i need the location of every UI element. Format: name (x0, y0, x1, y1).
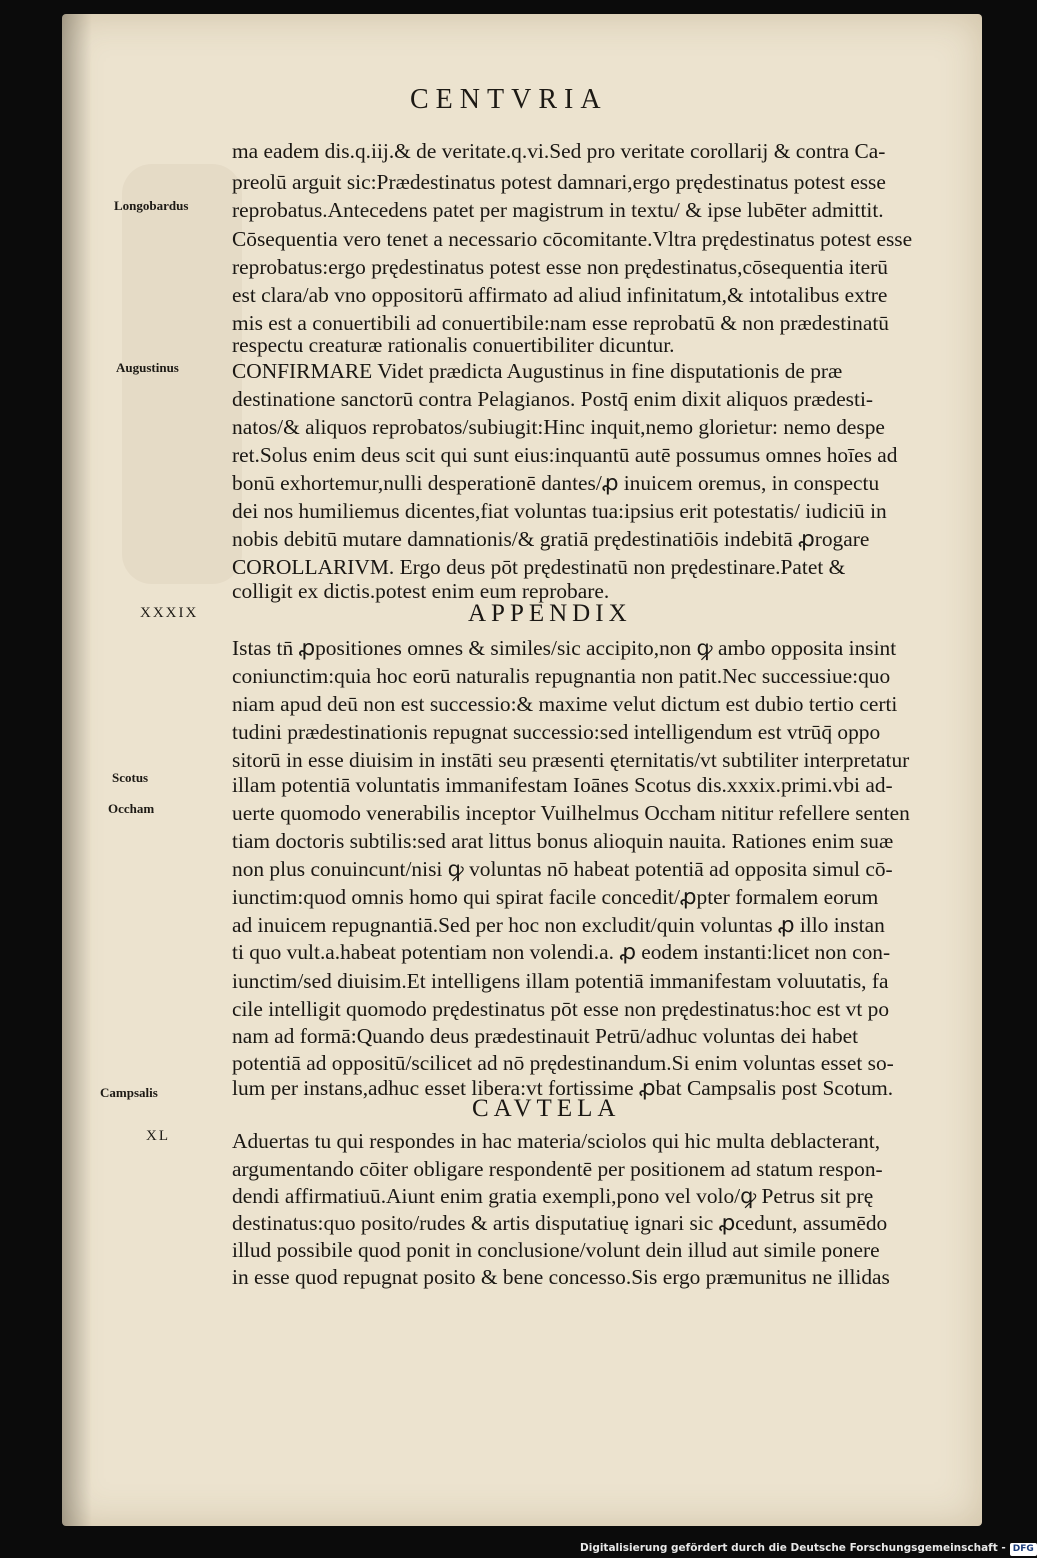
text-line: iunctim:quod omnis homo qui spirat facile concedit/ꝓpter formalem eorum (232, 885, 879, 909)
text-line: niam apud deū non est successio:& maxime velut dictum est dubio tertio certi (232, 692, 898, 716)
text-line: ti quo vult.a.habeat potentiam non volendi.a. ꝓ eodem instanti:licet non con- (232, 940, 891, 964)
text-line: mis est a conuertibili ad conuertibile:nam esse reprobatū & non prædestinatū (232, 311, 889, 335)
text-line: CONFIRMARE Videt prædicta Augustinus in fine disputationis de præ (232, 359, 843, 383)
text-line: tiam doctoris subtilis:sed arat littus bonus alioquin nauita. Rationes enim suæ (232, 829, 894, 853)
text-line: illam potentiā voluntatis immanifestam Ioānes Scotus dis.xxxix.primi.vbi ad- (232, 773, 893, 797)
text-line: argumentando cōiter obligare respondentē per positionem ad statum respon- (232, 1157, 883, 1181)
text-line: colligit ex dictis.potest enim eum reprobare. (232, 579, 610, 603)
digitization-footer (580, 1539, 1034, 1558)
text-line: ret.Solus enim deus scit qui sunt eius:inquantū autē possumus omnes hoīes ad (232, 443, 898, 467)
margin-number-40: XL (146, 1128, 170, 1144)
text-line: in esse quod repugnat posito & bene concesso.Sis ergo præmunitus ne illidas (232, 1265, 890, 1289)
text-line: reprobatus.Antecedens patet per magistrum in textu/ & ipse lubēter admittit. (232, 198, 884, 222)
text-line: iunctim/sed diuisim.Et intelligens illam potentiā immanifestam voluutatis, fa (232, 969, 889, 993)
margin-note-augustinus: Augustinus (116, 360, 179, 375)
text-line: reprobatus:ergo prędestinatus potest esse non prędestinatus,cōsequentia iterū (232, 255, 888, 279)
text-line: non plus conuincunt/nisi ꝙ voluntas nō habeat potentiā ad opposita simul cō- (232, 857, 893, 881)
text-line: dei nos humiliemus dicentes,fiat voluntas tua:ipsius erit potestatis/ iudiciū in (232, 499, 887, 523)
text-line: sitorū in esse diuisim in instāti seu præsenti ęternitatis/vt subtiliter interpretatur (232, 748, 910, 772)
text-line: cile intelligit quomodo prędestinatus pōt esse non prędestinatus:hoc est vt po (232, 997, 890, 1021)
running-head: CENTVRIA (410, 84, 608, 115)
text-line: nam ad formā:Quando deus prædestinauit Petrū/adhuc voluntas dei habet (232, 1024, 859, 1048)
text-line: est clara/ab vno oppositorū affirmato ad aliud infinitatum,& intotalibus extre (232, 283, 888, 307)
text-line: potentiā ad oppositū/scilicet ad nō prędestinandum.Si enim voluntas esset so- (232, 1051, 894, 1075)
footer-text: Digitalisierung gefördert durch die Deutsche Forschungsgemeinschaft - (580, 1542, 1006, 1554)
text-line: Istas tn̄ ꝓpositiones omnes & similes/sic accipito,non ꝙ ambo opposita insint (232, 636, 897, 660)
text-line: lum per instans,adhuc esset libera:vt fortissime ꝓbat Campsalis post Scotum. (232, 1076, 894, 1100)
text-line: natos/& aliquos reprobatos/subiugit:Hinc inquit,nemo glorietur: nemo despe (232, 415, 885, 439)
text-line: ad inuicem repugnantiā.Sed per hoc non excludit/quin voluntas ꝓ illo instan (232, 913, 885, 937)
text-line: ma eadem dis.q.iij.& de veritate.q.vi.Sed pro veritate corollarij & contra Ca- (232, 139, 886, 163)
margin-note-longobardus: Longobardus (114, 198, 189, 213)
margin-number-39: XXXIX (140, 605, 199, 621)
margin-note-occham: Occham (108, 801, 155, 816)
text-line: nobis debitū mutare damnationis/& gratiā prędestinatiōis indebitā ꝓrogare (232, 527, 870, 551)
text-line: dendi affirmatiuū.Aiunt enim gratia exempli,pono vel volo/ꝙ Petrus sit prę (232, 1184, 874, 1208)
text-line: bonū exhortemur,nulli desperationē dantes/ꝓ inuicem oremus, in conspectu (232, 471, 880, 495)
heading-appendix: APPENDIX (468, 600, 632, 627)
text-line: Cōsequentia vero tenet a necessario cōcomitante.Vltra prędestinatus potest esse (232, 227, 913, 251)
text-line: tudini prædestinationis repugnat successio:sed intelligendum est vtrūq̄ oppo (232, 720, 881, 744)
text-line: preolū arguit sic:Prædestinatus potest damnari,ergo prędestinatus potest esse (232, 170, 886, 194)
text-line: destinatione sanctorū contra Pelagianos. Postq̄ enim dixit aliquos prædesti- (232, 387, 874, 411)
text-line: coniunctim:quia hoc eorū naturalis repugnantia non patit.Nec successiue:quo (232, 664, 891, 688)
margin-note-campsalis: Campsalis (100, 1085, 158, 1100)
text-line: respectu creaturæ rationalis conuertibiliter dicuntur. (232, 333, 675, 357)
text-line: destinatus:quo posito/rudes & artis disputatiuę ignari sic ꝓcedunt, assumēdo (232, 1211, 888, 1235)
text-line: Aduertas tu qui respondes in hac materia/sciolos qui hic multa deblacterant, (232, 1129, 881, 1153)
heading-cautela: CAVTELA (472, 1095, 621, 1122)
text-line: COROLLARIVM. Ergo deus pōt prędestinatū non prędestinare.Patet & (232, 555, 846, 579)
text-line: illud possibile quod ponit in conclusione/volunt dein illud aut simile ponere (232, 1238, 880, 1262)
dfg-logo: DFG (1010, 1543, 1037, 1556)
text-line: uerte quomodo venerabilis inceptor Vuilhelmus Occham nititur refellere senten (232, 801, 910, 825)
margin-note-scotus: Scotus (112, 770, 149, 785)
